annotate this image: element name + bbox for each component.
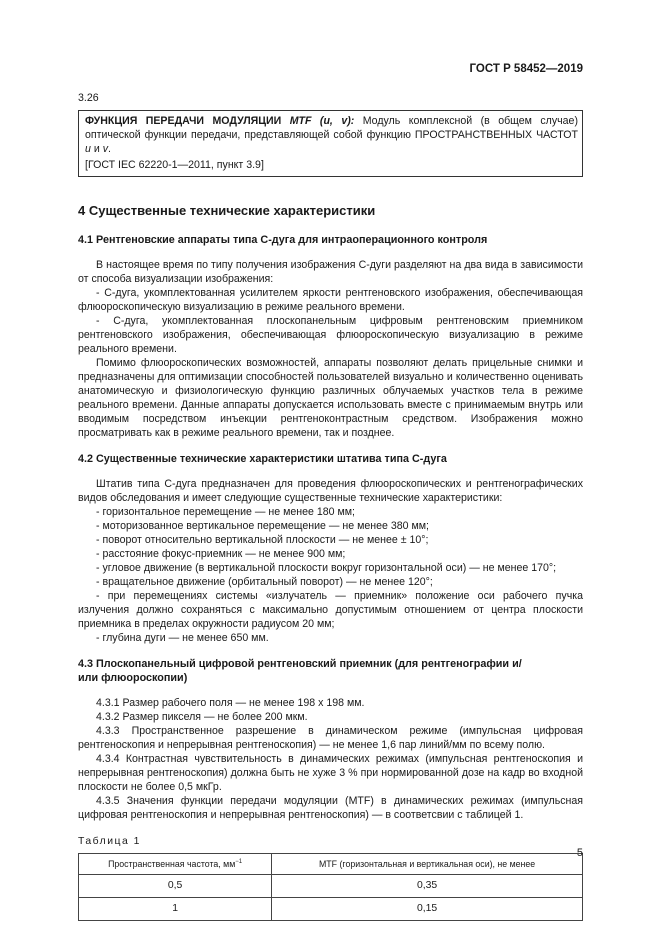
section-4-2-item: - глубина дуги — не менее 650 мм. bbox=[96, 632, 269, 644]
table-caption: Таблица 1 bbox=[78, 836, 141, 847]
term-abbr: MTF (u, v): bbox=[289, 115, 355, 127]
section-4-2-title: 4.2 Существенные технические характеристики штатива типа С-дуга bbox=[78, 453, 447, 465]
table-row bbox=[79, 875, 583, 898]
section-4-2-item: - угловое движение (в вертикальной плоскости вокруг горизонтальной оси) — не менее 170°; bbox=[96, 562, 557, 574]
section-4-2-item: - вращательное движение (орбитальный поворот) — не менее 120°; bbox=[96, 576, 433, 588]
document-standard-header: ГОСТ Р 58452—2019 bbox=[469, 63, 583, 75]
table-cell-frequency: 1 bbox=[79, 898, 272, 921]
section-4-2-item: - горизонтальное перемещение — не менее 180 мм; bbox=[96, 506, 355, 518]
section-4-1-item-2: - С-дуга, укомплектованная плоскопанельным цифровым рентгеновским приемником рентгеновского изображения, обеспечивающая флюороскопическую визуализацию в режиме реального времени. bbox=[78, 315, 583, 355]
section-4-1-paragraph: Помимо флюороскопических возможностей, аппараты позволяют делать прицельные снимки и предназначены для оптимизации способностей пользователей визуально и количественно оценивать анатомическую и физиологическую функцию различных облучаемых участков тела в режиме реального времени. Данные аппараты допускается использовать вместе с принимаемым внутрь или вводимым посредством инъекции рентгеноконтрастным средством. Изображения можно просматривать как в режиме реального времени, так и позднее. bbox=[78, 357, 583, 439]
section-4-2-intro: Штатив типа С-дуга предназначен для проведения флюороскопических и рентгенографических видов обследования и имеет следующие существенные технические характеристики: bbox=[78, 478, 583, 504]
term-definition-text: Модуль комплексной (в общем случае) оптической функции передачи, представляющей собой функцию ПРОСТРАНСТВЕННЫХ ЧАСТОТ bbox=[85, 115, 578, 141]
section-4-title: 4 Существенные технические характеристики bbox=[78, 203, 376, 218]
term-period: . bbox=[108, 143, 111, 155]
term-definition bbox=[85, 114, 578, 156]
section-4-2-item: - при перемещениях системы «излучатель — приемник» положение оси рабочего пучка излучения должно сохраняться с максимально допустимым отношением от центра плоскости приемника в пределах окружности радиусом 20 мм; bbox=[78, 590, 583, 630]
table-header-frequency: Пространственная частота, $мм^{-1}$ bbox=[79, 854, 272, 875]
section-4-2-item: - моторизованное вертикальное перемещение — не менее 380 мм; bbox=[96, 520, 429, 532]
term-reference: [ГОСТ IEC 62220-1—2011, пункт 3.9] bbox=[85, 159, 264, 171]
section-4-2-item: - поворот относительно вертикальной плоскости — не менее ± 10°; bbox=[96, 534, 429, 546]
table-header-mtf: MTF (горизонтальная и вертикальная оси), не менее bbox=[272, 854, 583, 875]
term-definition-box bbox=[78, 110, 583, 177]
term-and: и bbox=[90, 143, 103, 155]
term-name: ФУНКЦИЯ ПЕРЕДАЧИ МОДУЛЯЦИИ bbox=[85, 115, 282, 127]
section-4-1-title: 4.1 Рентгеновские аппараты типа С-дуга для интраоперационного контроля bbox=[78, 234, 488, 246]
section-4-3-5: 4.3.5 Значения функции передачи модуляции (MTF) в динамических режимах (импульсная цифровая рентгеноскопия и непрерывная рентгеноскопия) — в соответсвии с таблицей 1. bbox=[78, 795, 583, 821]
mtf-table bbox=[78, 853, 583, 921]
section-4-3-title: 4.3 Плоскопанельный цифровой рентгеновский приемник (для рентгенографии и/или флюороскопии) bbox=[78, 658, 522, 684]
section-4-3-2: 4.3.2 Размер пикселя — не более 200 мкм. bbox=[96, 711, 308, 723]
page-number: 5 bbox=[576, 847, 583, 859]
term-var-u: u bbox=[85, 143, 91, 155]
section-4-2-item: - расстояние фокус-приемник — не менее 900 мм; bbox=[96, 548, 346, 560]
table-cell-mtf: 0,15 bbox=[272, 898, 583, 921]
section-4-3-3: 4.3.3 Пространственное разрешение в динамическом режиме (импульсная цифровая рентгеноскопия и непрерывная рентгеноскопия) — не менее 1,6 пар линий/мм по всему полю. bbox=[78, 725, 583, 751]
term-var-v: v bbox=[102, 143, 109, 155]
section-4-1-item-1: - С-дуга, укомплектованная усилителем яркости рентгеновского изображения, обеспечивающая флюороскопическую визуализацию в режиме реального времени. bbox=[78, 287, 583, 313]
section-4-3-1: 4.3.1 Размер рабочего поля — не менее 198 х 198 мм. bbox=[96, 697, 365, 709]
page-content bbox=[78, 91, 583, 921]
term-number: 3.26 bbox=[78, 92, 99, 104]
table-header-row bbox=[79, 854, 583, 875]
section-4-1-intro: В настоящее время по типу получения изображения С-дуги разделяют на два вида в зависимости от способа визуализации изображения: bbox=[78, 259, 583, 285]
table-cell-frequency: 0,5 bbox=[79, 875, 272, 898]
table-cell-mtf: 0,35 bbox=[272, 875, 583, 898]
section-4-3-4: 4.3.4 Контрастная чувствительность в динамических режимах (импульсная рентгеноскопия и непрерывная рентгеноскопия) должна быть не хуже 3 % при нормированной дозе на кадр во входной плоскости не более 0,5 мкГр. bbox=[78, 753, 583, 793]
table-row bbox=[79, 898, 583, 921]
